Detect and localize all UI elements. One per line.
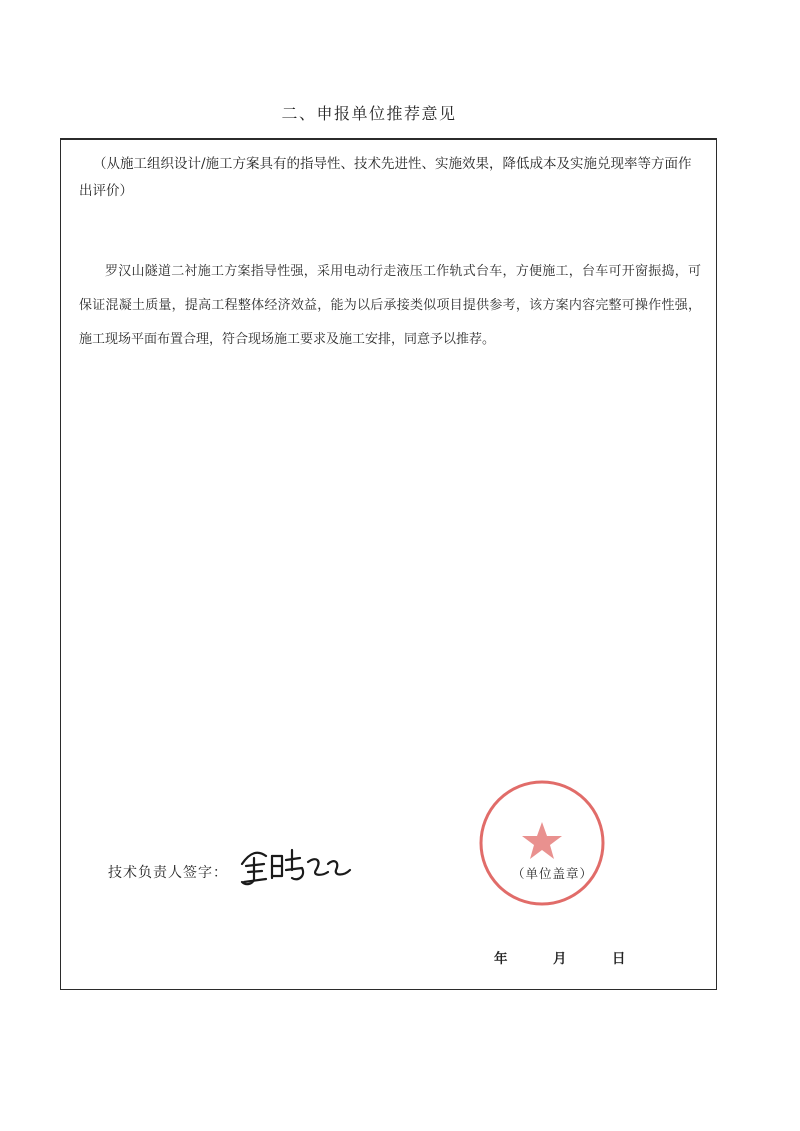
evaluation-instruction: （从施工组织设计/施工方案具有的指导性、技术先进性、实施效果，降低成本及实施兑现率等方面作出评价）	[79, 156, 692, 199]
official-seal-stamp	[477, 778, 607, 908]
page-title: 二、申报单位推荐意见	[281, 104, 457, 123]
seal-star-icon	[522, 822, 562, 859]
seal-label: （单位盖章）	[512, 866, 594, 881]
handwritten-signature	[236, 842, 356, 892]
date-month: 月	[553, 951, 567, 967]
date-year: 年	[494, 951, 508, 967]
recommendation-opinion-text: 罗汉山隧道二衬施工方案指导性强，采用电动行走液压工作轨式台车，方便施工，台车可开窗振捣，可保证混凝土质量，提高工程整体经济效益，能为以后承接类似项目提供参考，该方案内容完整可操作性强，施工现场平面布置合理，符合现场施工要求及施工安排，同意予以推荐。	[79, 264, 701, 347]
form-top-border	[61, 139, 716, 140]
signature-label: 技术负责人签字：	[108, 865, 228, 881]
date-day: 日	[612, 951, 626, 967]
